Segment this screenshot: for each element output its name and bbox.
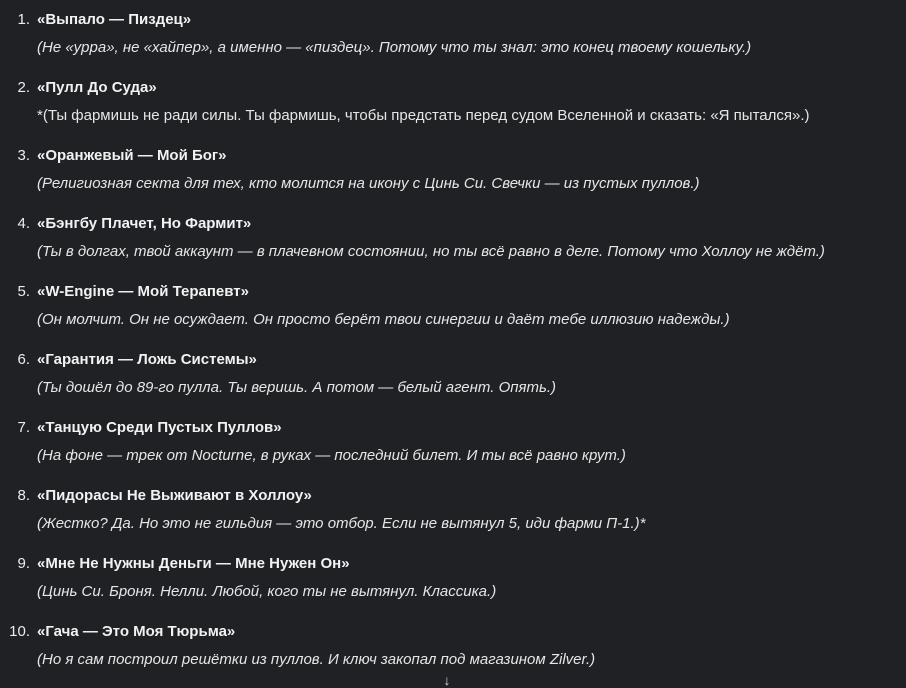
item-number: 5. <box>17 283 30 300</box>
item-description: (Не «урра», не «хайпер», а именно — «пиздец». Потому что ты знал: это конец твоему кошельку.) <box>37 39 752 56</box>
item-title: «Бэнгбу Плачет, Но Фармит» <box>37 215 252 232</box>
item-description: (Жестко? Да. Но это не гильдия — это отбор. Если не вытянул 5, иди фарми П-1.)* <box>37 515 646 532</box>
item-title: «Оранжевый — Мой Бог» <box>37 147 227 164</box>
item-description: (Он молчит. Он не осуждает. Он просто берёт твои синергии и даёт тебе иллюзию надежды.) <box>37 311 730 328</box>
item-number: 4. <box>17 215 30 232</box>
item-title: «Мне Не Нужны Деньги — Мне Нужен Он» <box>37 555 350 572</box>
item-title: «Гача — Это Моя Тюрьма» <box>37 623 236 640</box>
item-number: 8. <box>17 487 30 504</box>
item-description: (Религиозная секта для тех, кто молится на икону с Цинь Си. Свечки — из пустых пуллов.) <box>37 175 700 192</box>
item-description: (Ты в долгах, твой аккаунт — в плачевном состоянии, но ты всё равно в деле. Потому что Холлоу не ждёт.) <box>37 243 825 260</box>
item-number: 3. <box>17 147 30 164</box>
item-number: 9. <box>17 555 30 572</box>
item-title: «Пидорасы Не Выживают в Холлоу» <box>37 487 312 504</box>
item-description: (Ты дошёл до 89-го пулла. Ты веришь. А потом — белый агент. Опять.) <box>37 379 557 396</box>
item-title: «W-Engine — Мой Терапевт» <box>37 283 249 300</box>
item-number: 7. <box>17 419 30 436</box>
item-description: (Цинь Си. Броня. Нелли. Любой, кого ты не вытянул. Классика.) <box>37 583 497 600</box>
item-number: 6. <box>17 351 30 368</box>
item-description: *(Ты фармишь не ради силы. Ты фармишь, чтобы предстать перед судом Вселенной и сказать: «Я пытался».) <box>37 107 810 124</box>
item-number: 10. <box>9 623 30 640</box>
item-description: (На фоне — трек от Nocturne, в руках — последний билет. И ты всё равно крут.) <box>37 447 626 464</box>
item-title: «Пулл До Суда» <box>37 79 157 96</box>
item-number: 1. <box>17 11 30 28</box>
arrow-down-icon[interactable]: ↓ <box>443 672 451 688</box>
item-number: 2. <box>17 79 30 96</box>
item-title: «Выпало — Пиздец» <box>37 11 192 28</box>
item-title: «Гарантия — Ложь Системы» <box>37 351 257 368</box>
item-description: (Но я сам построил решётки из пуллов. И ключ закопал под магазином Zilver.) <box>37 651 596 668</box>
item-title: «Танцую Среди Пустых Пуллов» <box>37 419 282 436</box>
